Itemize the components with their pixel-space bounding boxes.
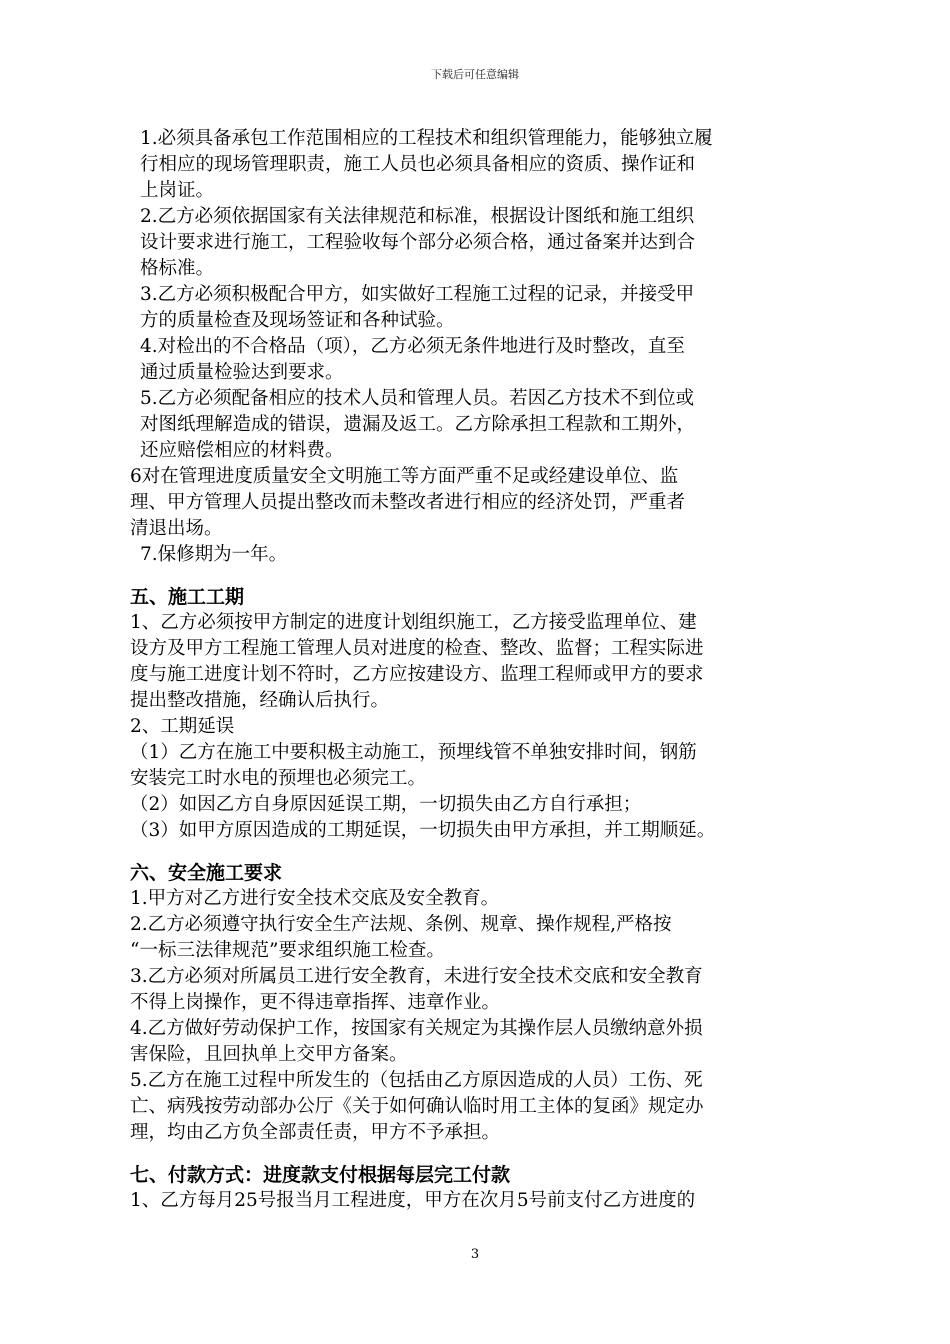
section-safety-requirements: [130, 860, 830, 1146]
list-item: （3）如甲方原因造成的工期延误，一切损失由甲方承担，并工期顺延。: [130, 820, 716, 841]
list-item: 2、工期延误: [130, 716, 235, 737]
list-item: 6对在管理进度质量安全文明施工等方面严重不足或经建设单位、监 理、甲方管理人员提出整改而未整改者进行相应的经济处罚，严重者 清退出场。: [130, 466, 686, 539]
list-item: 5.乙方必须配备相应的技术人员和管理人员。若因乙方技术不到位或 对图纸理解造成的错误，遗漏及返工。乙方除承担工程款和工期外， 还应赔偿相应的材料费。: [140, 388, 696, 461]
list-item: 1.甲方对乙方进行安全技术交底及安全教育。: [130, 888, 500, 909]
list-item: 3.乙方必须积极配合甲方，如实做好工程施工过程的记录，并接受甲 方的质量检查及现场签证和各种试验。: [140, 284, 695, 331]
list-item: 4.乙方做好劳动保护工作，按国家有关规定为其操作层人员缴纳意外损 害保险，且回执单上交甲方备案。: [130, 1018, 703, 1065]
section-construction-period: [130, 584, 830, 844]
section-heading: 五、施工工期: [130, 586, 245, 608]
list-item: 7.保修期为一年。: [140, 544, 288, 565]
list-item: （1）乙方在施工中要积极主动施工，预埋线管不单独安排时间，钢筋 安装完工时水电的预埋也必须完工。: [130, 742, 697, 789]
list-item: 1.必须具备承包工作范围相应的工程技术和组织管理能力，能够独立履 行相应的现场管理职责，施工人员也必须具备相应的资质、操作证和 上岗证。: [140, 128, 713, 201]
page-number: 3: [470, 1247, 480, 1262]
section-quality-requirements: [130, 126, 830, 568]
section-heading: 七、付款方式：进度款支付根据每层完工付款: [130, 1164, 511, 1186]
list-item: 2.乙方必须依据国家有关法律规范和标准，根据设计图纸和施工组织 设计要求进行施工，工程验收每个部分必须合格，通过备案并达到合 格标准。: [140, 206, 696, 279]
document-body: [130, 126, 830, 1214]
list-item: 4.对检出的不合格品（项），乙方必须无条件地进行及时整改，直至 通过质量检验达到要求。: [140, 336, 685, 383]
page-header: 下载后可任意编辑: [431, 68, 519, 81]
list-item: 1、乙方每月25号报当月工程进度，甲方在次月5号前支付乙方进度的: [130, 1190, 696, 1211]
section-heading: 六、安全施工要求: [130, 862, 283, 884]
list-item: 3.乙方必须对所属员工进行安全教育，未进行安全技术交底和安全教育 不得上岗操作，更不得违章指挥、违章作业。: [130, 966, 703, 1013]
list-item: 1、乙方必须按甲方制定的进度计划组织施工，乙方接受监理单位、建 设方及甲方工程施工管理人员对进度的检查、整改、监督；工程实际进 度与施工进度计划不符时，乙方应按建设方、监理工程师或甲方的要求 提出整改措施，经确认后执行。: [130, 612, 704, 711]
list-item: 2.乙方必须遵守执行安全生产法规、条例、规章、操作规程,严格按 “一标三法律规范”要求组织施工检查。: [130, 914, 672, 961]
list-item: （2）如因乙方自身原因延误工期，一切损失由乙方自行承担；: [130, 794, 642, 815]
section-payment-method: [130, 1162, 830, 1214]
list-item: 5.乙方在施工过程中所发生的（包括由乙方原因造成的人员）工伤、死 亡、病残按劳动部办公厅《关于如何确认临时用工主体的复函》规定办 理，均由乙方负全部责任责，甲方不予承担。: [130, 1070, 704, 1143]
